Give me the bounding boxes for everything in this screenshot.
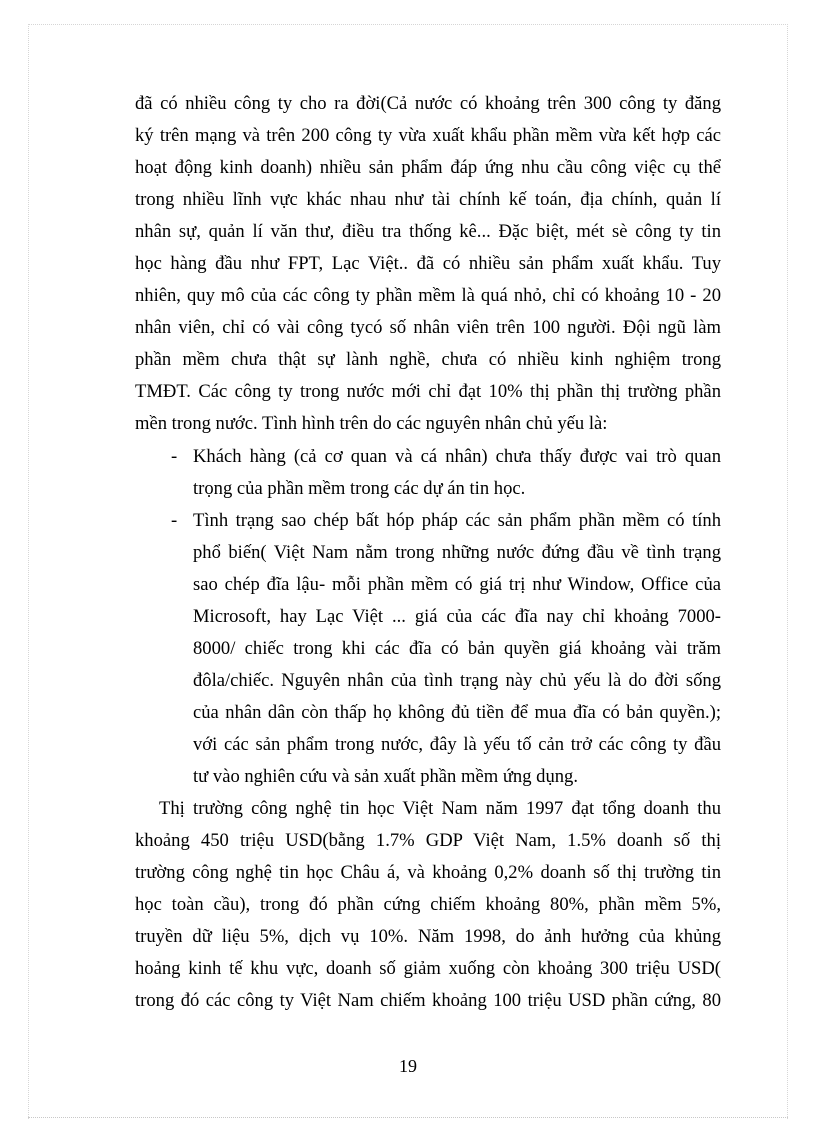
bullet-text: Khách hàng (cả cơ quan và cá nhân) chưa thấy được vai trò quan (193, 445, 721, 467)
paragraph-1-line: nhân viên, chỉ có vài công tycó số nhân viên trên 100 người. Đội ngũ làm (135, 317, 721, 339)
page-number: 19 (399, 1056, 417, 1076)
paragraph-1-line: mền trong nước. Tình hình trên do các nguyên nhân chủ yếu là: (135, 413, 608, 435)
paragraph-2-line: truyền dữ liệu 5%, dịch vụ 10%. Năm 1998, do ảnh hưởng của khủng (135, 926, 721, 948)
paragraph-1-line: ký trên mạng và trên 200 công ty vừa xuất khẩu phần mềm vừa kết hợp các (135, 125, 721, 147)
paragraph-1-line: phần mềm chưa thật sự lành nghề, chưa có nhiều kinh nghiệm trong (135, 349, 721, 371)
paragraph-2-line: trường công nghệ tin học Châu á, và khoảng 0,2% doanh số thị trường tin (135, 862, 721, 884)
paragraph-2-line: hoảng kinh tế khu vực, doanh số giảm xuống còn khoảng 300 triệu USD( (135, 958, 721, 980)
paragraph-1-line: TMĐT. Các công ty trong nước mới chỉ đạt 10% thị phần thị trường phần (135, 381, 721, 403)
bullet-line (135, 441, 721, 473)
bullet-line (135, 505, 721, 537)
paragraph-2-line: khoảng 450 triệu USD(bằng 1.7% GDP Việt Nam, 1.5% doanh số thị (135, 830, 721, 852)
bullet-line: trọng của phần mềm trong các dự án tin học. (193, 477, 526, 499)
paragraph-2-line: học toàn cầu), trong đó phần cứng chiếm khoảng 80%, phần mềm 5%, (135, 894, 721, 916)
bullet-item (135, 441, 721, 505)
paragraph-1 (135, 88, 721, 441)
bullet-line: Microsoft, hay Lạc Việt ... giá của các đĩa nay chỉ khoảng 7000- (193, 605, 721, 627)
bullet-dash: - (171, 509, 178, 531)
paragraph-1-line: học hàng đầu như FPT, Lạc Việt.. đã có nhiều sản phẩm xuất khẩu. Tuy (135, 253, 721, 275)
bullet-dash: - (171, 445, 178, 467)
paragraph-2-line: Thị trường công nghệ tin học Việt Nam năm 1997 đạt tổng doanh thu (159, 798, 721, 820)
bullet-line: 8000/ chiếc trong khi các đĩa có bản quyền giá khoảng vài trăm (193, 637, 721, 659)
paragraph-2 (135, 793, 721, 1017)
paragraph-1-line: trong nhiều lĩnh vực khác nhau như tài chính kế toán, địa chính, quản lí (135, 189, 721, 211)
paragraph-1-line: hoạt động kinh doanh) nhiều sản phẩm đáp ứng nhu cầu công việc cụ thể (135, 157, 721, 179)
document-body (135, 88, 721, 1017)
bullet-text: Tình trạng sao chép bất hóp pháp các sản phẩm phần mềm có tính (193, 509, 721, 531)
bullet-line: của nhân dân còn thấp họ không đủ tiền để mua đĩa có bản quyền.); (193, 701, 721, 723)
bullet-line: tư vào nghiên cứu và sản xuất phần mềm ứng dụng. (193, 765, 578, 787)
bullet-line: với các sản phẩm trong nước, đây là yếu tố cản trở các công ty đầu (193, 733, 721, 755)
bullet-line: phổ biến( Việt Nam nằm trong những nước đứng đầu về tình trạng (193, 541, 721, 563)
paragraph-1-line: đã có nhiều công ty cho ra đời(Cả nước có khoảng trên 300 công ty đăng (135, 93, 721, 114)
bullet-list (135, 441, 721, 794)
paragraph-2-line: trong đó các công ty Việt Nam chiếm khoảng 100 triệu USD phần cứng, 80 (135, 990, 721, 1012)
page-bottom-rule (28, 1117, 788, 1118)
paragraph-1-line: nhiên, quy mô của các công ty phần mềm là quá nhỏ, chỉ có khoảng 10 - 20 (135, 285, 721, 307)
paragraph-1-line: nhân sự, quản lí văn thư, điều tra thống kê... Đặc biệt, mét sè công ty tin (135, 221, 721, 243)
bullet-line: đôla/chiếc. Nguyên nhân của tình trạng này chủ yếu là do đời sống (193, 669, 721, 691)
bullet-line: sao chép đĩa lậu- mỗi phần mềm có giá trị như Window, Office của (193, 573, 721, 595)
bullet-item (135, 505, 721, 793)
